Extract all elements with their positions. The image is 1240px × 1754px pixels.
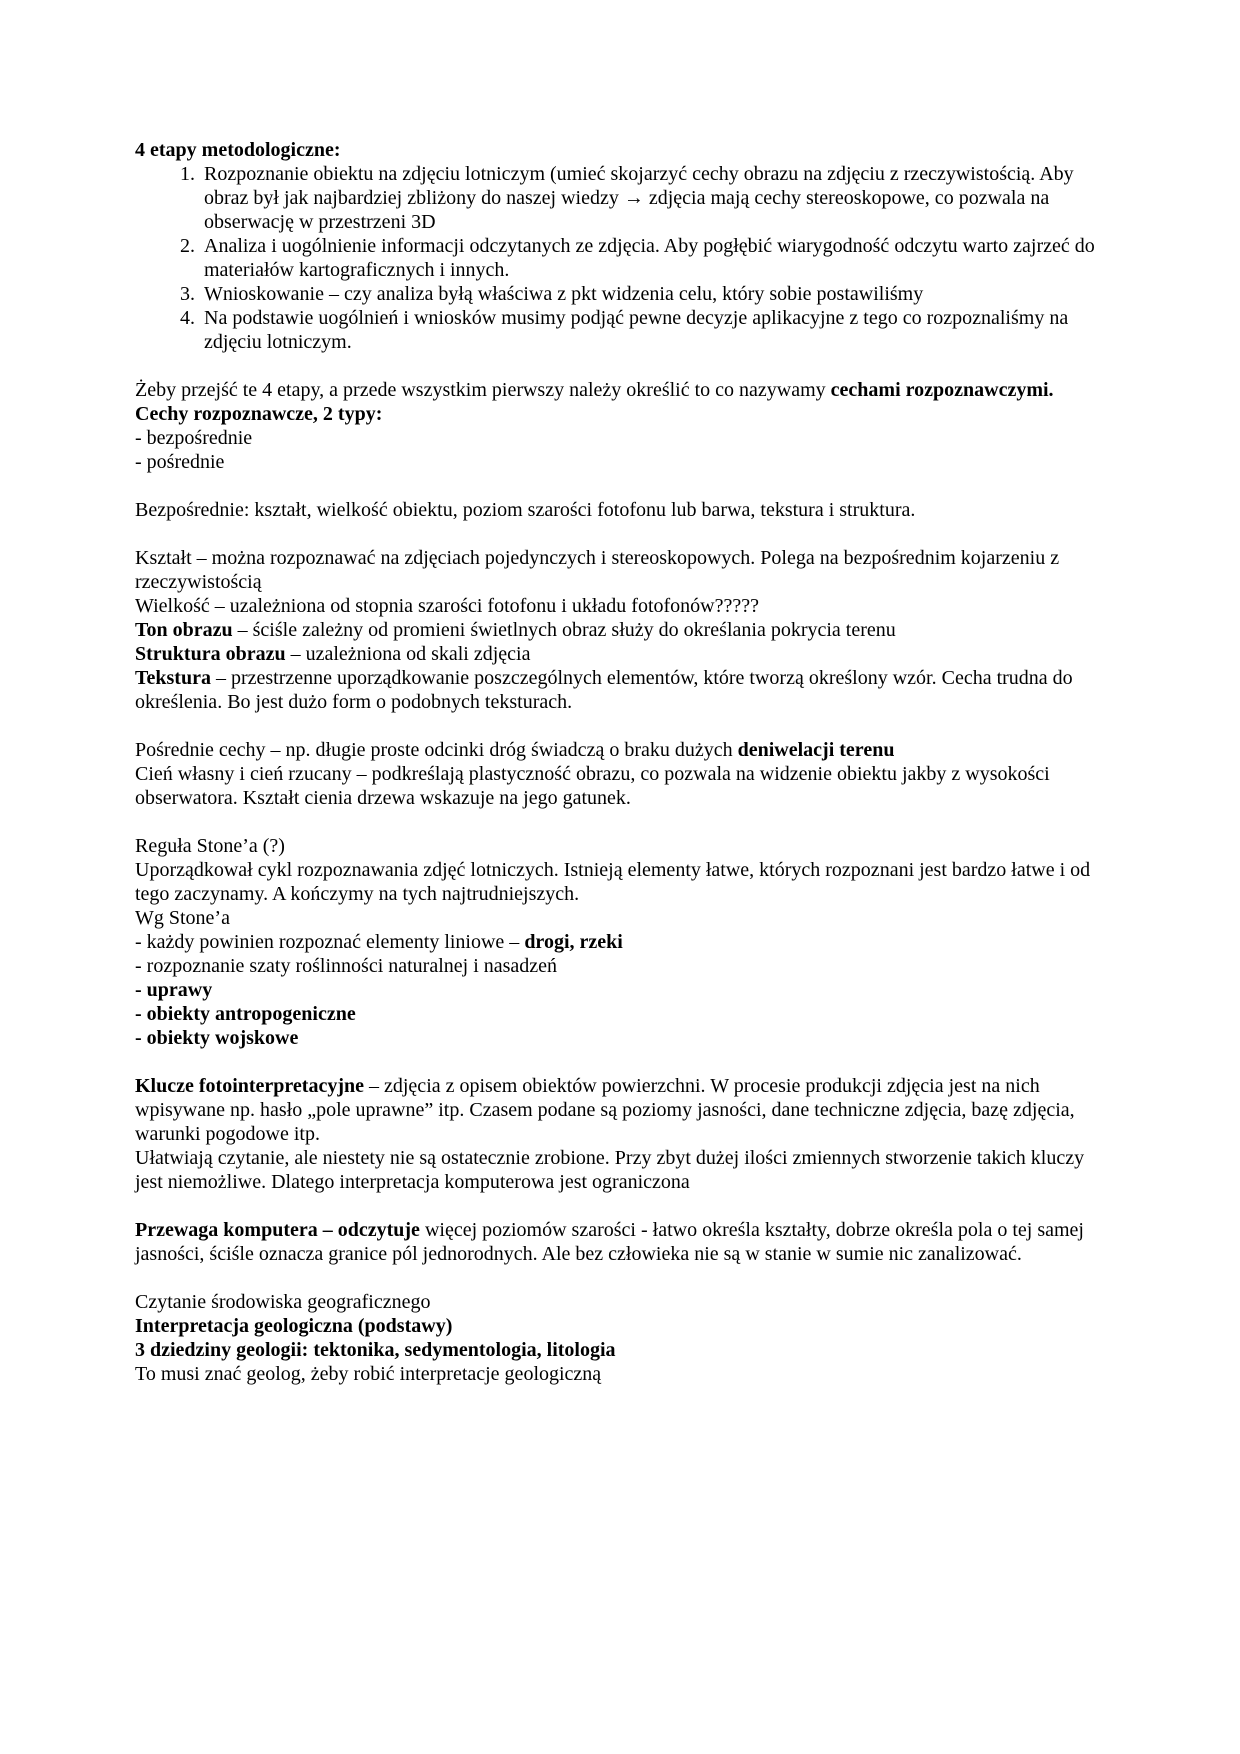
list-item [200, 282, 1105, 306]
blank-line [135, 1194, 1105, 1218]
paragraph [135, 618, 1105, 642]
paragraph [135, 402, 1105, 426]
text-segment: Struktura obrazu [135, 643, 286, 665]
text-segment: drogi, rzeki [524, 931, 623, 953]
text-segment: Uporządkował cykl rozpoznawania zdjęć lotniczych. Istnieją elementy łatwe, których rozpoznani jest bardzo łatwe i od tego zaczynamy. A kończymy na tych najtrudniejszych. [135, 859, 1091, 905]
text-segment: – przestrzenne uporządkowanie poszczególnych elementów, które tworzą określony wzór. Cecha trudna do określenia. Bo jest dużo form o podobnych teksturach. [135, 667, 1073, 713]
paragraph [135, 1074, 1105, 1146]
text-segment: deniwelacji terenu [737, 739, 895, 761]
text-segment: - obiekty wojskowe [135, 1027, 299, 1049]
text-segment: cechami rozpoznawczymi. [830, 379, 1054, 401]
text-segment: Interpretacja geologiczna (podstawy) [135, 1315, 453, 1337]
paragraph [135, 378, 1105, 402]
paragraph [135, 762, 1105, 810]
paragraph [135, 834, 1105, 858]
text-segment: - bezpośrednie [135, 427, 253, 449]
text-segment: Na podstawie uogólnień i wniosków musimy podjąć pewne decyzje aplikacyjne z tego co rozpoznaliśmy na zdjęciu lotniczym. [204, 307, 1069, 353]
text-segment: - uprawy [135, 979, 213, 1001]
text-segment: - pośrednie [135, 451, 225, 473]
paragraph [135, 1338, 1105, 1362]
text-segment: Wg Stone’a [135, 907, 230, 929]
text-segment: Tekstura [135, 667, 211, 689]
paragraph [135, 1290, 1105, 1314]
text-segment: Klucze fotointerpretacyjne [135, 1075, 364, 1097]
paragraph [135, 498, 1105, 522]
text-segment: Analiza i uogólnienie informacji odczytanych ze zdjęcia. Aby pogłębić wiarygodność odczytu warto zajrzeć do materiałów kartograficznych i innych. [204, 235, 1095, 281]
text-segment: 4 etapy metodologiczne: [135, 139, 341, 161]
text-segment: Kształt – można rozpoznawać na zdjęciach pojedynczych i stereoskopowych. Polega na bezpośrednim kojarzeniu z rzeczywistością [135, 547, 1060, 593]
paragraph [135, 978, 1105, 1002]
text-segment: Ułatwiają czytanie, ale niestety nie są ostatecznie zrobione. Przy zbyt dużej ilości zmiennych stworzenie takich kluczy jest niemożliwe. Dlatego interpretacja komputerowa jest ograniczona [135, 1147, 1085, 1193]
paragraph [135, 1026, 1105, 1050]
blank-line [135, 1050, 1105, 1074]
paragraph [135, 738, 1105, 762]
list-item [200, 234, 1105, 282]
paragraph [135, 1362, 1105, 1386]
paragraph [135, 954, 1105, 978]
paragraph [135, 858, 1105, 906]
text-segment: Wnioskowanie – czy analiza byłą właściwa z pkt widzenia celu, który sobie postawiliśmy [204, 283, 924, 305]
text-segment: Bezpośrednie: kształt, wielkość obiektu, poziom szarości fotofonu lub barwa, tekstura i struktura. [135, 499, 916, 521]
text-segment: To musi znać geolog, żeby robić interpretacje geologiczną [135, 1363, 602, 1385]
text-segment: Cień własny i cień rzucany – podkreślają plastyczność obrazu, co pozwala na widzenie obiektu jakby z wysokości obserwatora. Kształt cienia drzewa wskazuje na jego gatunek. [135, 763, 1050, 809]
paragraph [135, 1002, 1105, 1026]
text-segment: Przewaga komputera – odczytuje [135, 1219, 420, 1241]
text-segment: - każdy powinien rozpoznać elementy liniowe – [135, 931, 525, 953]
blank-line [135, 1266, 1105, 1290]
text-segment: – uzależniona od skali zdjęcia [285, 643, 531, 665]
text-segment: więcej poziomów szarości - łatwo określa kształty, dobrze określa pola o tej samej jasności, ściśle oznacza granice pól jednorodnych. Ale bez człowieka nie są w stanie w sumie nic zanalizować. [135, 1219, 1084, 1265]
paragraph [135, 1314, 1105, 1338]
list-item [200, 162, 1105, 234]
text-segment: – zdjęcia z opisem obiektów powierzchni. W procesie produkcji zdjęcia jest na nich wpisywane np. hasło „pole uprawne” itp. Czasem podane są poziomy jasności, dane techniczne zdjęcia, bazę zdjęcia, warunki pogodowe itp. [135, 1075, 1075, 1145]
list-item [200, 306, 1105, 354]
paragraph [135, 138, 1105, 162]
paragraph [135, 426, 1105, 450]
text-segment: - obiekty antropogeniczne [135, 1003, 356, 1025]
text-segment: - rozpoznanie szaty roślinności naturalnej i nasadzeń [135, 955, 558, 977]
blank-line [135, 810, 1105, 834]
text-segment: Wielkość – uzależniona od stopnia szarości fotofonu i układu fotofonów????? [135, 595, 759, 617]
paragraph [135, 930, 1105, 954]
text-segment: 3 dziedziny geologii: tektonika, sedymentologia, litologia [135, 1339, 616, 1361]
text-segment: Ton obrazu [135, 619, 233, 641]
paragraph [135, 546, 1105, 594]
text-segment: Rozpoznanie obiektu na zdjęciu lotniczym (umieć skojarzyć cechy obrazu na zdjęciu z rzeczywistością. Aby obraz był jak najbardziej zbliżony do naszej wiedzy → zdjęcia mają cechy stereoskopowe, co pozwala na obserwację w przestrzeni 3D [204, 163, 1074, 233]
text-segment: – ściśle zależny od promieni świetlnych obraz służy do określania pokrycia terenu [232, 619, 896, 641]
blank-line [135, 714, 1105, 738]
paragraph [135, 1218, 1105, 1266]
paragraph [135, 906, 1105, 930]
paragraph [135, 594, 1105, 618]
paragraph [135, 1146, 1105, 1194]
blank-line [135, 474, 1105, 498]
blank-line [135, 522, 1105, 546]
paragraph [135, 666, 1105, 714]
blank-line [135, 354, 1105, 378]
text-segment: Reguła Stone’a (?) [135, 835, 285, 857]
text-segment: Pośrednie cechy – np. długie proste odcinki dróg świadczą o braku dużych [135, 739, 738, 761]
paragraph [135, 450, 1105, 474]
ordered-list [135, 162, 1105, 354]
paragraph [135, 642, 1105, 666]
document-body [135, 138, 1105, 1386]
text-segment: Żeby przejść te 4 etapy, a przede wszystkim pierwszy należy określić to co nazywamy [135, 379, 831, 401]
text-segment: Cechy rozpoznawcze, 2 typy: [135, 403, 383, 425]
text-segment: Czytanie środowiska geograficznego [135, 1291, 431, 1313]
